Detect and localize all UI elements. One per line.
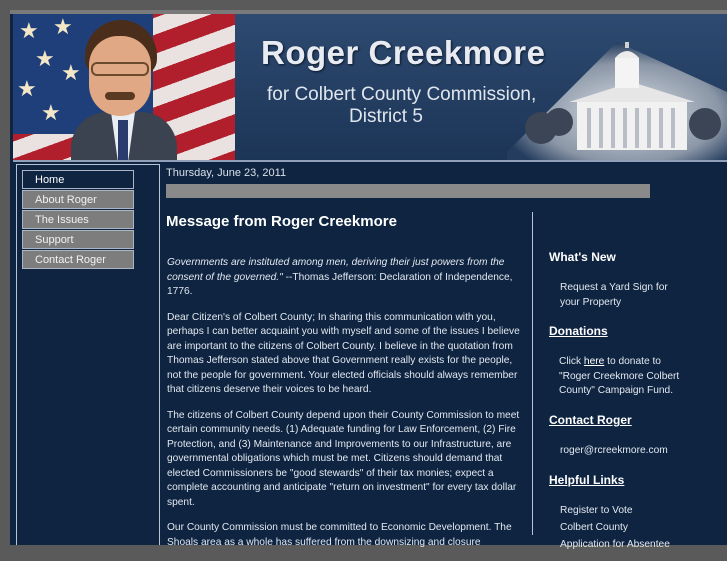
- nav-item-contact-roger[interactable]: Contact Roger: [22, 250, 134, 269]
- announcement-bar: [166, 184, 650, 198]
- message-body: [167, 256, 525, 561]
- paragraph: Dear Citizen's of Colbert County; In sharing this communication with you, perhaps I can better acquaint you with myself and some of the issues I believe are important to the citizens of Colbert County. I believe in the quotation from Thomas Jefferson stated above that Government really exists for the people, not the people for government. Your elected officials should always remember that citizens deserve their voices to be heard.: [167, 311, 520, 395]
- candidate-name: Roger Creekmore: [261, 34, 546, 71]
- candidate-portrait: [71, 20, 177, 160]
- yard-sign-text: Request a Yard Sign for your Property: [560, 282, 668, 308]
- link-colbert-county[interactable]: Colbert County: [560, 522, 628, 533]
- link-register-to-vote[interactable]: Register to Vote: [560, 505, 633, 516]
- star-icon: ★: [17, 76, 37, 101]
- american-flag-image: [13, 14, 235, 160]
- nav-item-the-issues[interactable]: The Issues: [22, 210, 134, 229]
- star-icon: ★: [19, 18, 39, 43]
- donations-text: Click here to donate to "Roger Creekmore Colbert County" Campaign Fund.: [559, 356, 680, 396]
- whats-new-heading: What's New: [549, 250, 616, 264]
- star-icon: ★: [41, 100, 61, 125]
- jefferson-quote: [167, 256, 525, 300]
- page-title: Message from Roger Creekmore: [166, 213, 397, 230]
- column-divider: [532, 212, 533, 535]
- campaign-subtitle-line1: for Colbert County Commission,: [267, 84, 537, 105]
- campaign-subtitle-line2: District 5: [349, 106, 423, 127]
- nav-item-about-roger[interactable]: About Roger: [22, 190, 134, 209]
- nav-item-support[interactable]: Support: [22, 230, 134, 249]
- contact-email[interactable]: roger@rcreekmore.com: [560, 445, 668, 456]
- quote-text: Governments are instituted among men, deriving their just powers from the consent of the governed.": [167, 257, 505, 283]
- donations-heading[interactable]: Donations: [549, 324, 608, 338]
- donate-here-link[interactable]: here: [583, 356, 605, 367]
- star-icon: ★: [53, 14, 73, 39]
- paragraph: Our County Commission must be committed to Economic Development. The Shoals area as a whole has suffered from the downsizing and closure: [167, 522, 512, 548]
- star-icon: ★: [35, 46, 55, 71]
- contact-heading[interactable]: Contact Roger: [549, 413, 632, 427]
- header-divider: [13, 160, 727, 162]
- helpful-links-heading: Helpful Links: [549, 473, 625, 487]
- quote-attribution: --Thomas Jefferson: Declaration of Independence, 1776.: [167, 271, 513, 297]
- link-absentee-application[interactable]: Application for Absentee: [560, 539, 670, 550]
- paragraph: The citizens of Colbert County depend upon their County Commission to meet certain community needs. (1) Adequate funding for Law Enforcement, (2) Fire Protection, and (3) Maintenance and Improvements to our Infrastructure, are governmental obligations which must be met. Citizens should demand that elected Commissioners be "good stewards" of their tax monies; expect a complete accounting and anticipate "return on investment" for every tax dollar spent.: [167, 409, 520, 508]
- nav-item-home[interactable]: Home: [22, 170, 134, 189]
- star-icon: ★: [61, 60, 81, 85]
- site-header: [13, 14, 727, 160]
- current-date: Thursday, June 23, 2011: [166, 167, 287, 179]
- main-nav: [22, 170, 134, 270]
- courthouse-image: [507, 42, 727, 160]
